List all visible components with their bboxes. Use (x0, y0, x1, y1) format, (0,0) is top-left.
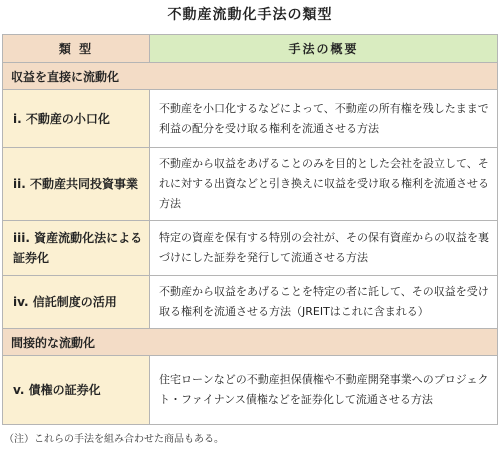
method-type: iv. 信託制度の活用 (3, 276, 150, 329)
method-type: v. 債権の証券化 (3, 356, 150, 425)
method-description: 不動産を小口化するなどによって、不動産の所有権を残したままで利益の配分を受け取る権利を流通させる方法 (150, 90, 498, 148)
method-description: 住宅ローンなどの不動産担保債権や不動産開発事業へのプロジェクト・ファイナンス債権などを証券化して流通させる方法 (150, 356, 498, 425)
column-header-type: 類 型 (3, 35, 150, 63)
section-row-indirect (3, 329, 498, 356)
table-row (3, 90, 498, 148)
method-description: 特定の資産を保有する特別の会社が、その保有資産からの収益を裏づけにした証券を発行して流通させる方法 (150, 221, 498, 276)
methods-table (2, 34, 498, 425)
section-row-direct (3, 63, 498, 90)
table-row (3, 356, 498, 425)
method-type: i. 不動産の小口化 (3, 90, 150, 148)
footnote: （注）これらの手法を組み合わせた商品もある。 (4, 434, 224, 445)
table-row (3, 148, 498, 221)
method-description: 不動産から収益をあげることのみを目的とした会社を設立して、それに対する出資などと引き換えに収益を受け取る権利を流通させる方法 (150, 148, 498, 221)
section-label: 収益を直接に流動化 (3, 63, 498, 90)
page-title: 不動産流動化手法の類型 (167, 7, 333, 23)
table-row (3, 276, 498, 329)
method-type: iii. 資産流動化法による証券化 (3, 221, 150, 276)
method-type: ii. 不動産共同投資事業 (3, 148, 150, 221)
table-header-row (3, 35, 498, 63)
column-header-summary: 手法の概要 (150, 35, 498, 63)
section-label: 間接的な流動化 (3, 329, 498, 356)
method-description: 不動産から収益をあげることを特定の者に託して、その収益を受け取る権利を流通させる方法（JREITはこれに含まれる） (150, 276, 498, 329)
table-row (3, 221, 498, 276)
